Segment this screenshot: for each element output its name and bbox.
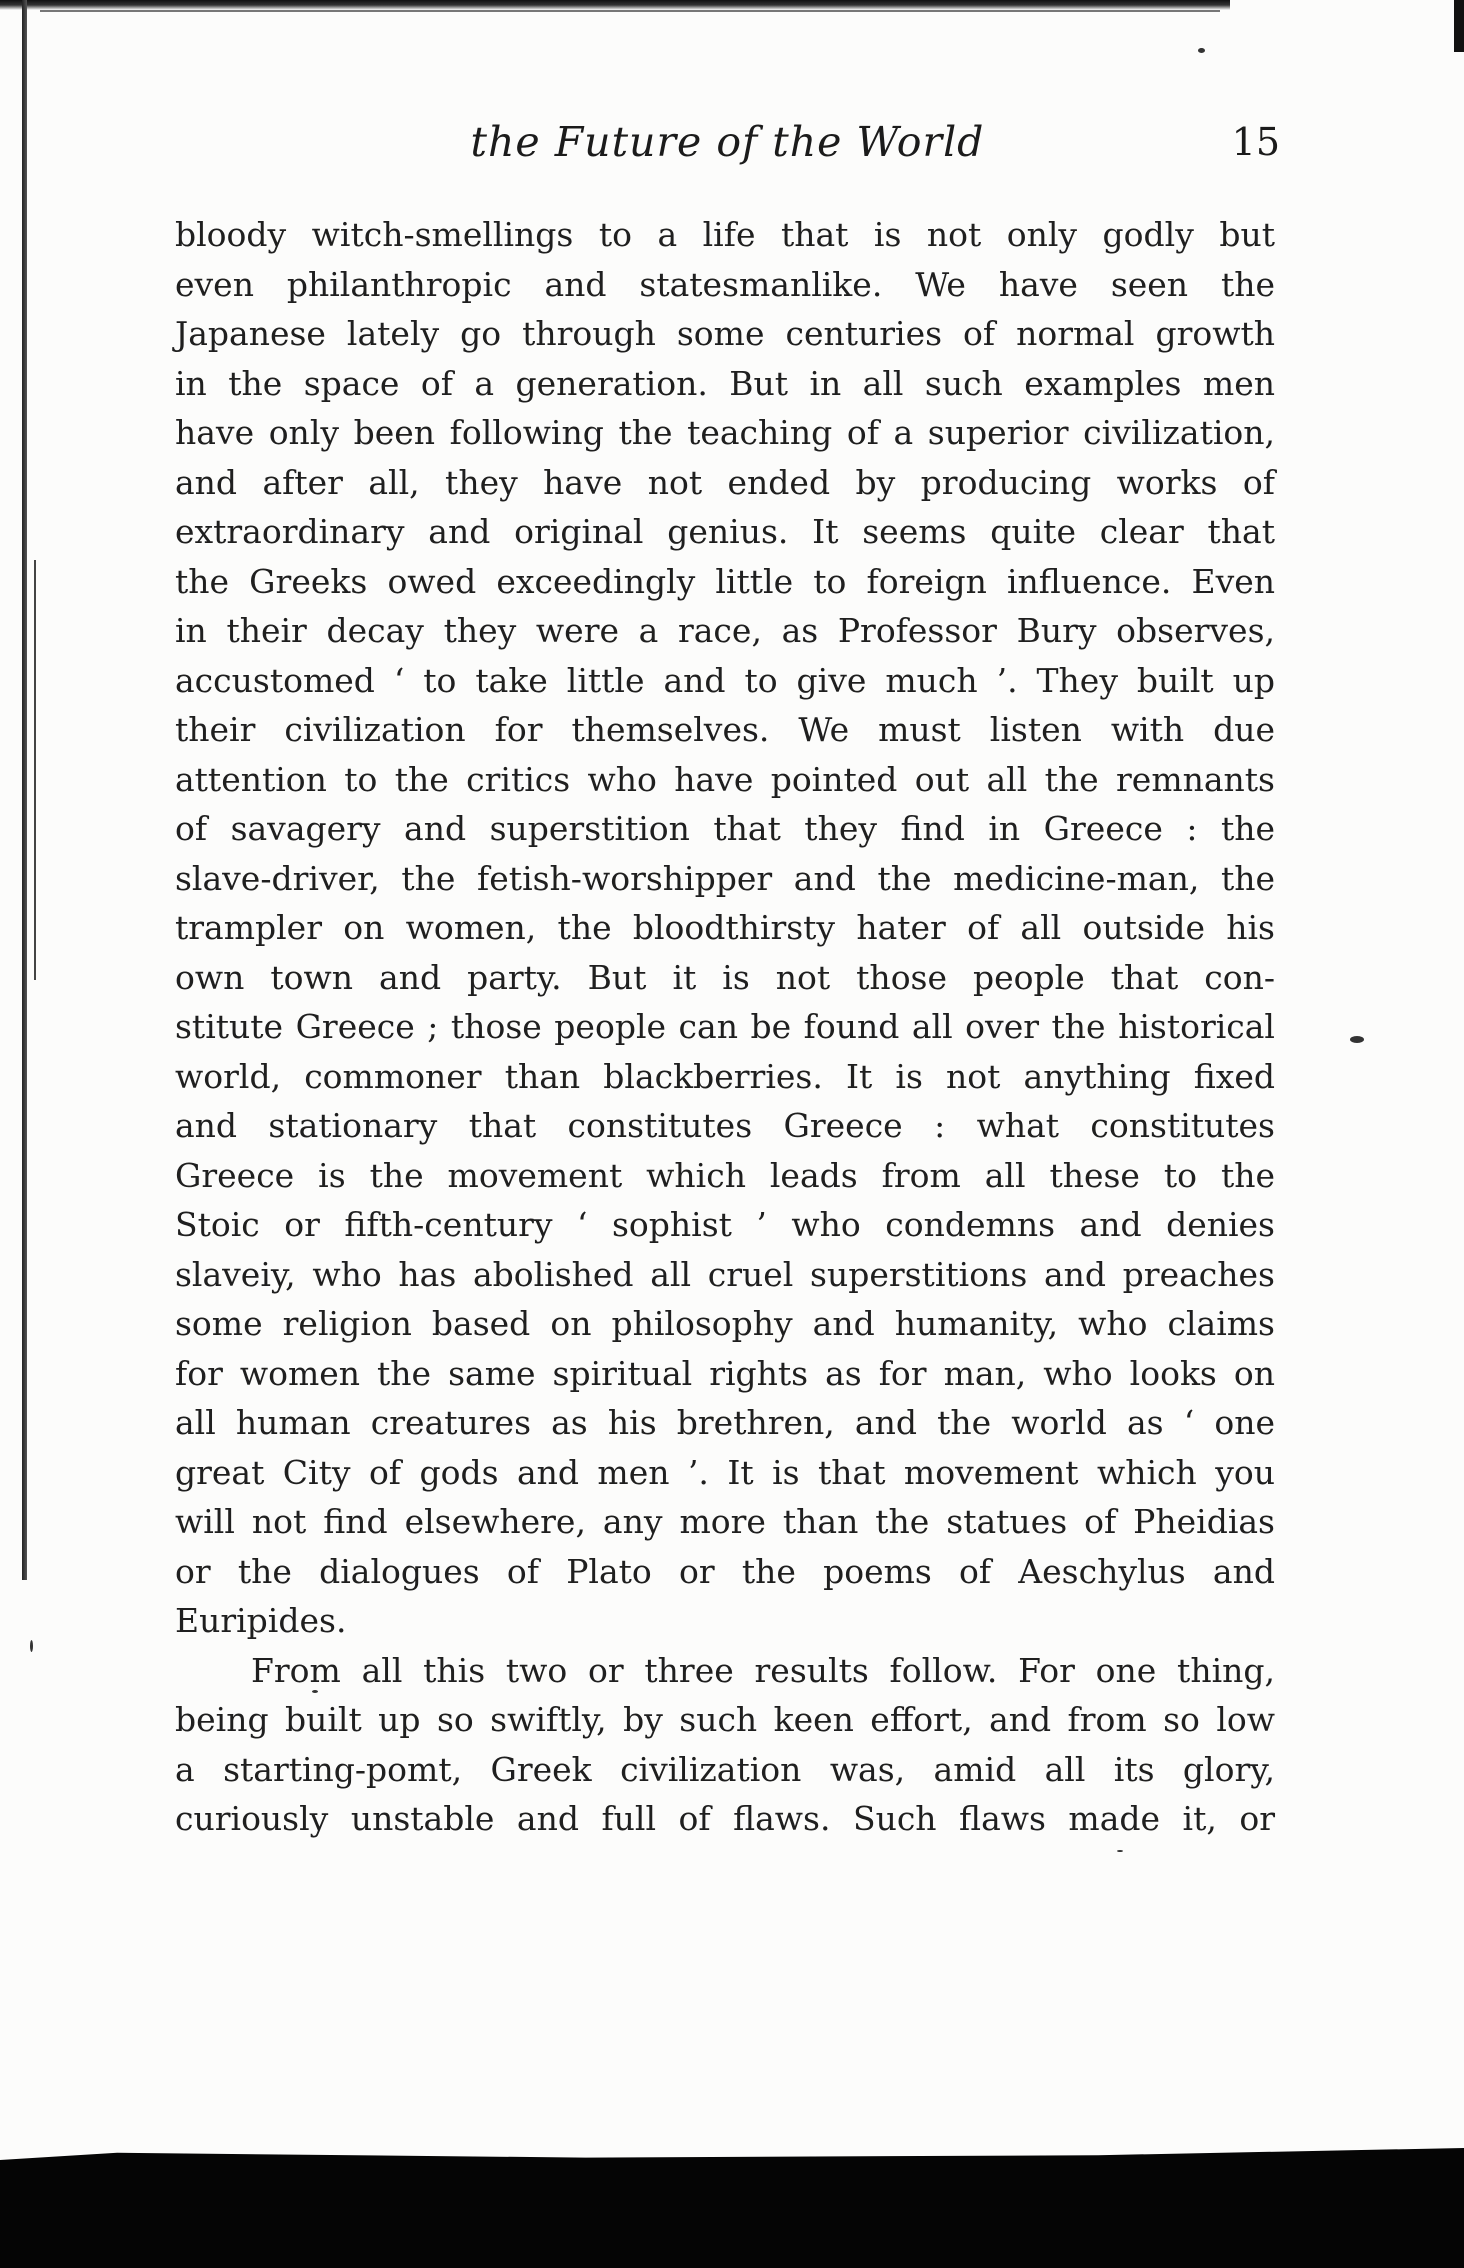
running-head (175, 118, 1280, 180)
text-line: even philanthropic and statesmanlike. We have seen the (175, 264, 1275, 304)
text-line: world, commoner than blackberries. It is not anything fixed (175, 1056, 1275, 1096)
text-line: curiously unstable and full of flaws. Such flaws made it, or (175, 1799, 1275, 1838)
scan-corner-mark (1454, 0, 1464, 52)
text-line: attention to the critics who have pointed out all the remnants (175, 759, 1275, 799)
text-line: Japanese lately go through some centuries of normal growth (175, 314, 1275, 353)
text-line: From all this two or three results follow. For one thing, (251, 1650, 1275, 1690)
text-line: slave-driver, the fetish-worshipper and the medicine-man, the (175, 858, 1275, 898)
text-line: Stoic or fifth-century ‘ sophist ’ who condemns and denies (175, 1205, 1275, 1244)
text-line: bloody witch-smellings to a life that is not only godly but (175, 215, 1275, 254)
text-line: all human creatures as his brethren, and the world as ‘ one (175, 1403, 1275, 1442)
text-line: of savagery and superstition that they find in Greece : the (175, 809, 1275, 848)
text-line: in the space of a generation. But in all such examples men (175, 363, 1275, 403)
scan-speck (1117, 1850, 1123, 1852)
scan-top-edge (0, 0, 1230, 10)
text-line: accustomed ‘ to take little and to give much ’. They built up (175, 660, 1275, 700)
text-line: own town and party. But it is not those people that con- (175, 957, 1275, 997)
text-line: trampler on women, the bloodthirsty hater of all outside his (175, 908, 1275, 947)
scan-left-edge (22, 0, 27, 1580)
text-line: the Greeks owed exceedingly little to foreign influence. Even (175, 561, 1275, 601)
text-line: Greece is the movement which leads from all these to the (175, 1155, 1275, 1195)
text-line: and stationary that constitutes Greece : what constitutes (175, 1106, 1275, 1145)
text-line: for women the same spiritual rights as for man, who looks on (175, 1353, 1275, 1393)
text-line: will not find elsewhere, any more than the statues of Pheidias (175, 1502, 1275, 1541)
text-line: or the dialogues of Plato or the poems of Aeschylus and (175, 1551, 1275, 1591)
text-line: some religion based on philosophy and humanity, who claims (175, 1304, 1275, 1343)
text-line: a starting-pomt, Greek civilization was, amid all its glory, (175, 1749, 1275, 1789)
body-text (175, 210, 1275, 1844)
running-title: the Future of the World (470, 118, 985, 166)
scan-speck (1198, 48, 1205, 53)
text-line: extraordinary and original genius. It seems quite clear that (175, 512, 1275, 551)
text-line: in their decay they were a race, as Professor Bury observes, (175, 611, 1275, 650)
scan-speck (1350, 1036, 1364, 1043)
text-line: being built up so swiftly, by such keen effort, and from so low (175, 1700, 1275, 1739)
page-number: 15 (1231, 120, 1280, 164)
text-line: great City of gods and men ’. It is that movement which you (175, 1452, 1275, 1492)
scan-top-rule (40, 10, 1220, 12)
text-line: have only been following the teaching of a superior civilization, (175, 413, 1275, 452)
text-line: Euripides. (175, 1601, 347, 1640)
text-line: and after all, they have not ended by producing works of (175, 462, 1275, 502)
text-line: stitute Greece ; those people can be found all over the historical (175, 1007, 1275, 1046)
scan-bottom-band (0, 2148, 1464, 2268)
text-line: their civilization for themselves. We must listen with due (175, 710, 1275, 749)
scan-left-shadow (34, 560, 36, 980)
text-line: slaveiy, who has abolished all cruel superstitions and preaches (175, 1254, 1275, 1294)
scan-speck (30, 1640, 33, 1652)
